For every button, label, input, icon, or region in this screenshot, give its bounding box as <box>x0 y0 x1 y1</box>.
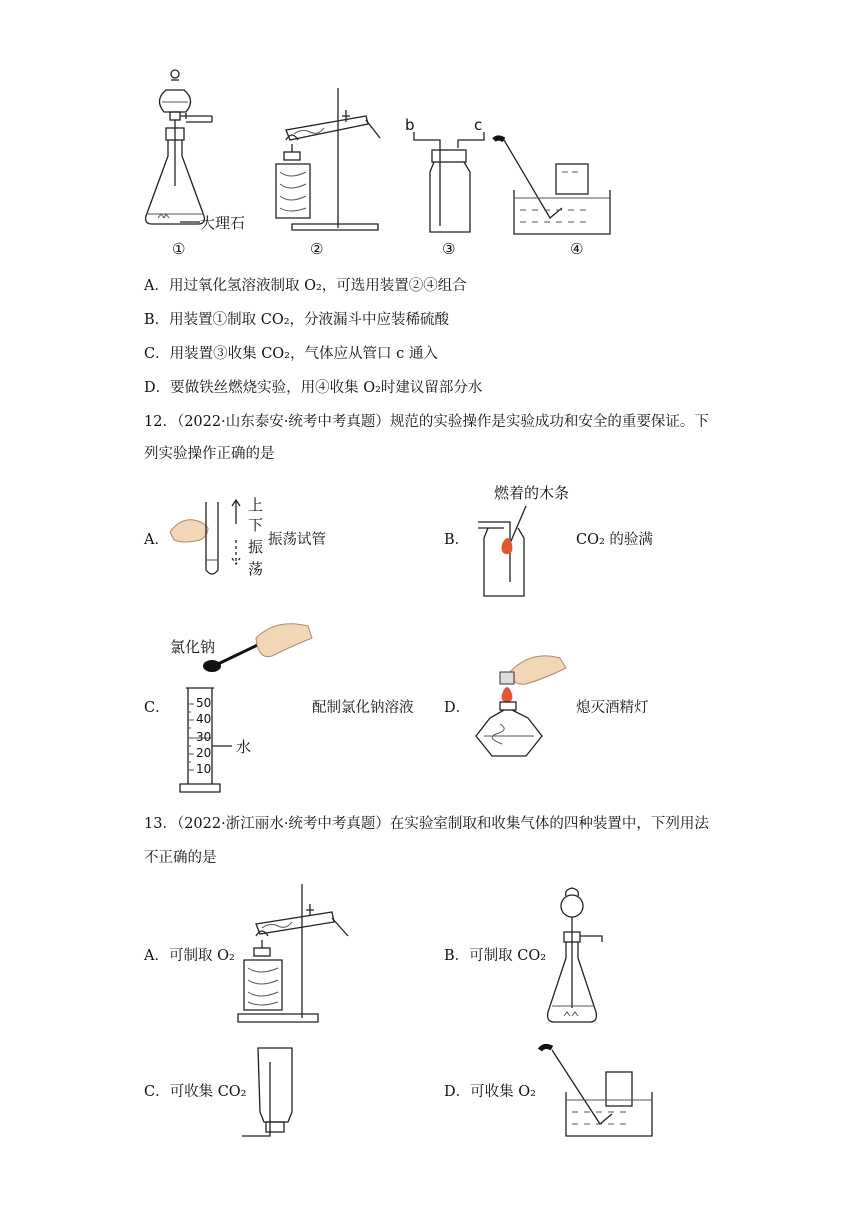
q12-option-b-caption: CO₂ 的验满 <box>576 532 653 548</box>
q11-marble-pointer <box>180 210 210 230</box>
q12-stem-line2: 列实验操作正确的是 <box>144 446 275 462</box>
q12-option-c-caption: 配制氯化钠溶液 <box>312 700 414 716</box>
q12-c-label-water: 水 <box>236 738 252 756</box>
q12-option-c-letter: C． <box>144 700 170 716</box>
q12-b-label-burning-stick: 燃着的木条 <box>494 484 570 502</box>
q11-number-2: ② <box>310 240 324 258</box>
q11-apparatus-2-figure <box>266 88 386 238</box>
q13-option-b: B．可制取 CO₂ <box>444 948 547 964</box>
q13-b-long-neck-funnel-flask-figure <box>546 888 626 1026</box>
q12-c-spoon-hand-figure <box>196 620 316 680</box>
q11-number-3: ③ <box>442 240 456 258</box>
q13-option-c: C．可收集 CO₂ <box>144 1084 247 1100</box>
q12-option-a-caption: 振荡试管 <box>268 532 326 548</box>
q13-option-d: D．可收集 O₂ <box>444 1084 536 1100</box>
q13-stem-line1: 13．（2022·浙江丽水·统考中考真题）在实验室制取和收集气体的四种装置中，下列用法 <box>144 816 709 832</box>
q12-c-tick-50: 50 <box>196 696 212 710</box>
q12-option-b-letter: B． <box>444 532 470 548</box>
q13-c-inverted-bottle-figure <box>240 1044 300 1140</box>
q12-option-a-letter: A． <box>144 532 169 548</box>
q11-apparatus-3-figure <box>410 128 490 238</box>
q12-stem-line1: 12．（2022·山东泰安·统考中考真题）规范的实验操作是实验成功和安全的重要保证。下 <box>144 414 709 430</box>
q12-a-label-dang: 荡 <box>248 560 264 578</box>
q12-c-label-nacl: 氯化钠 <box>170 638 216 656</box>
q12-extinguish-lamp-figure <box>470 652 580 764</box>
q11-number-4: ④ <box>570 240 584 258</box>
q12-a-label-up: 上 <box>248 496 264 514</box>
q12-shake-test-tube-figure <box>168 496 248 582</box>
q12-option-d-letter: D． <box>444 700 471 716</box>
q12-option-d-caption: 熄灭酒精灯 <box>576 700 649 716</box>
q13-d-water-displacement-figure <box>536 1042 656 1140</box>
q12-c-tick-30: 30 <box>196 730 212 744</box>
q11-pipe-b: b <box>405 116 415 134</box>
q13-a-heating-apparatus-figure <box>236 884 356 1028</box>
q11-apparatus-4-figure <box>490 136 620 240</box>
q11-pipe-c: c <box>474 116 483 134</box>
q11-option-a: A．用过氧化氢溶液制取 O₂，可选用装置②④组合 <box>144 278 467 294</box>
q11-option-b: B．用装置①制取 CO₂，分液漏斗中应装稀硫酸 <box>144 312 450 328</box>
q11-option-c: C．用装置③收集 CO₂，气体应从管口 c 通入 <box>144 346 438 362</box>
q12-a-label-zhen: 振 <box>248 538 264 556</box>
q13-option-a: A．可制取 O₂ <box>144 948 235 964</box>
q11-label-marble: 大理石 <box>200 214 246 232</box>
q12-c-tick-10: 10 <box>196 762 212 776</box>
q12-c-tick-20: 20 <box>196 746 212 760</box>
q12-co2-full-test-figure <box>470 504 540 600</box>
q12-c-tick-40: 40 <box>196 712 212 726</box>
q11-option-d: D．要做铁丝燃烧实验，用④收集 O₂时建议留部分水 <box>144 380 483 396</box>
q12-a-label-down: 下 <box>248 516 264 534</box>
q13-stem-line2: 不正确的是 <box>144 850 217 866</box>
q11-number-1: ① <box>172 240 186 258</box>
